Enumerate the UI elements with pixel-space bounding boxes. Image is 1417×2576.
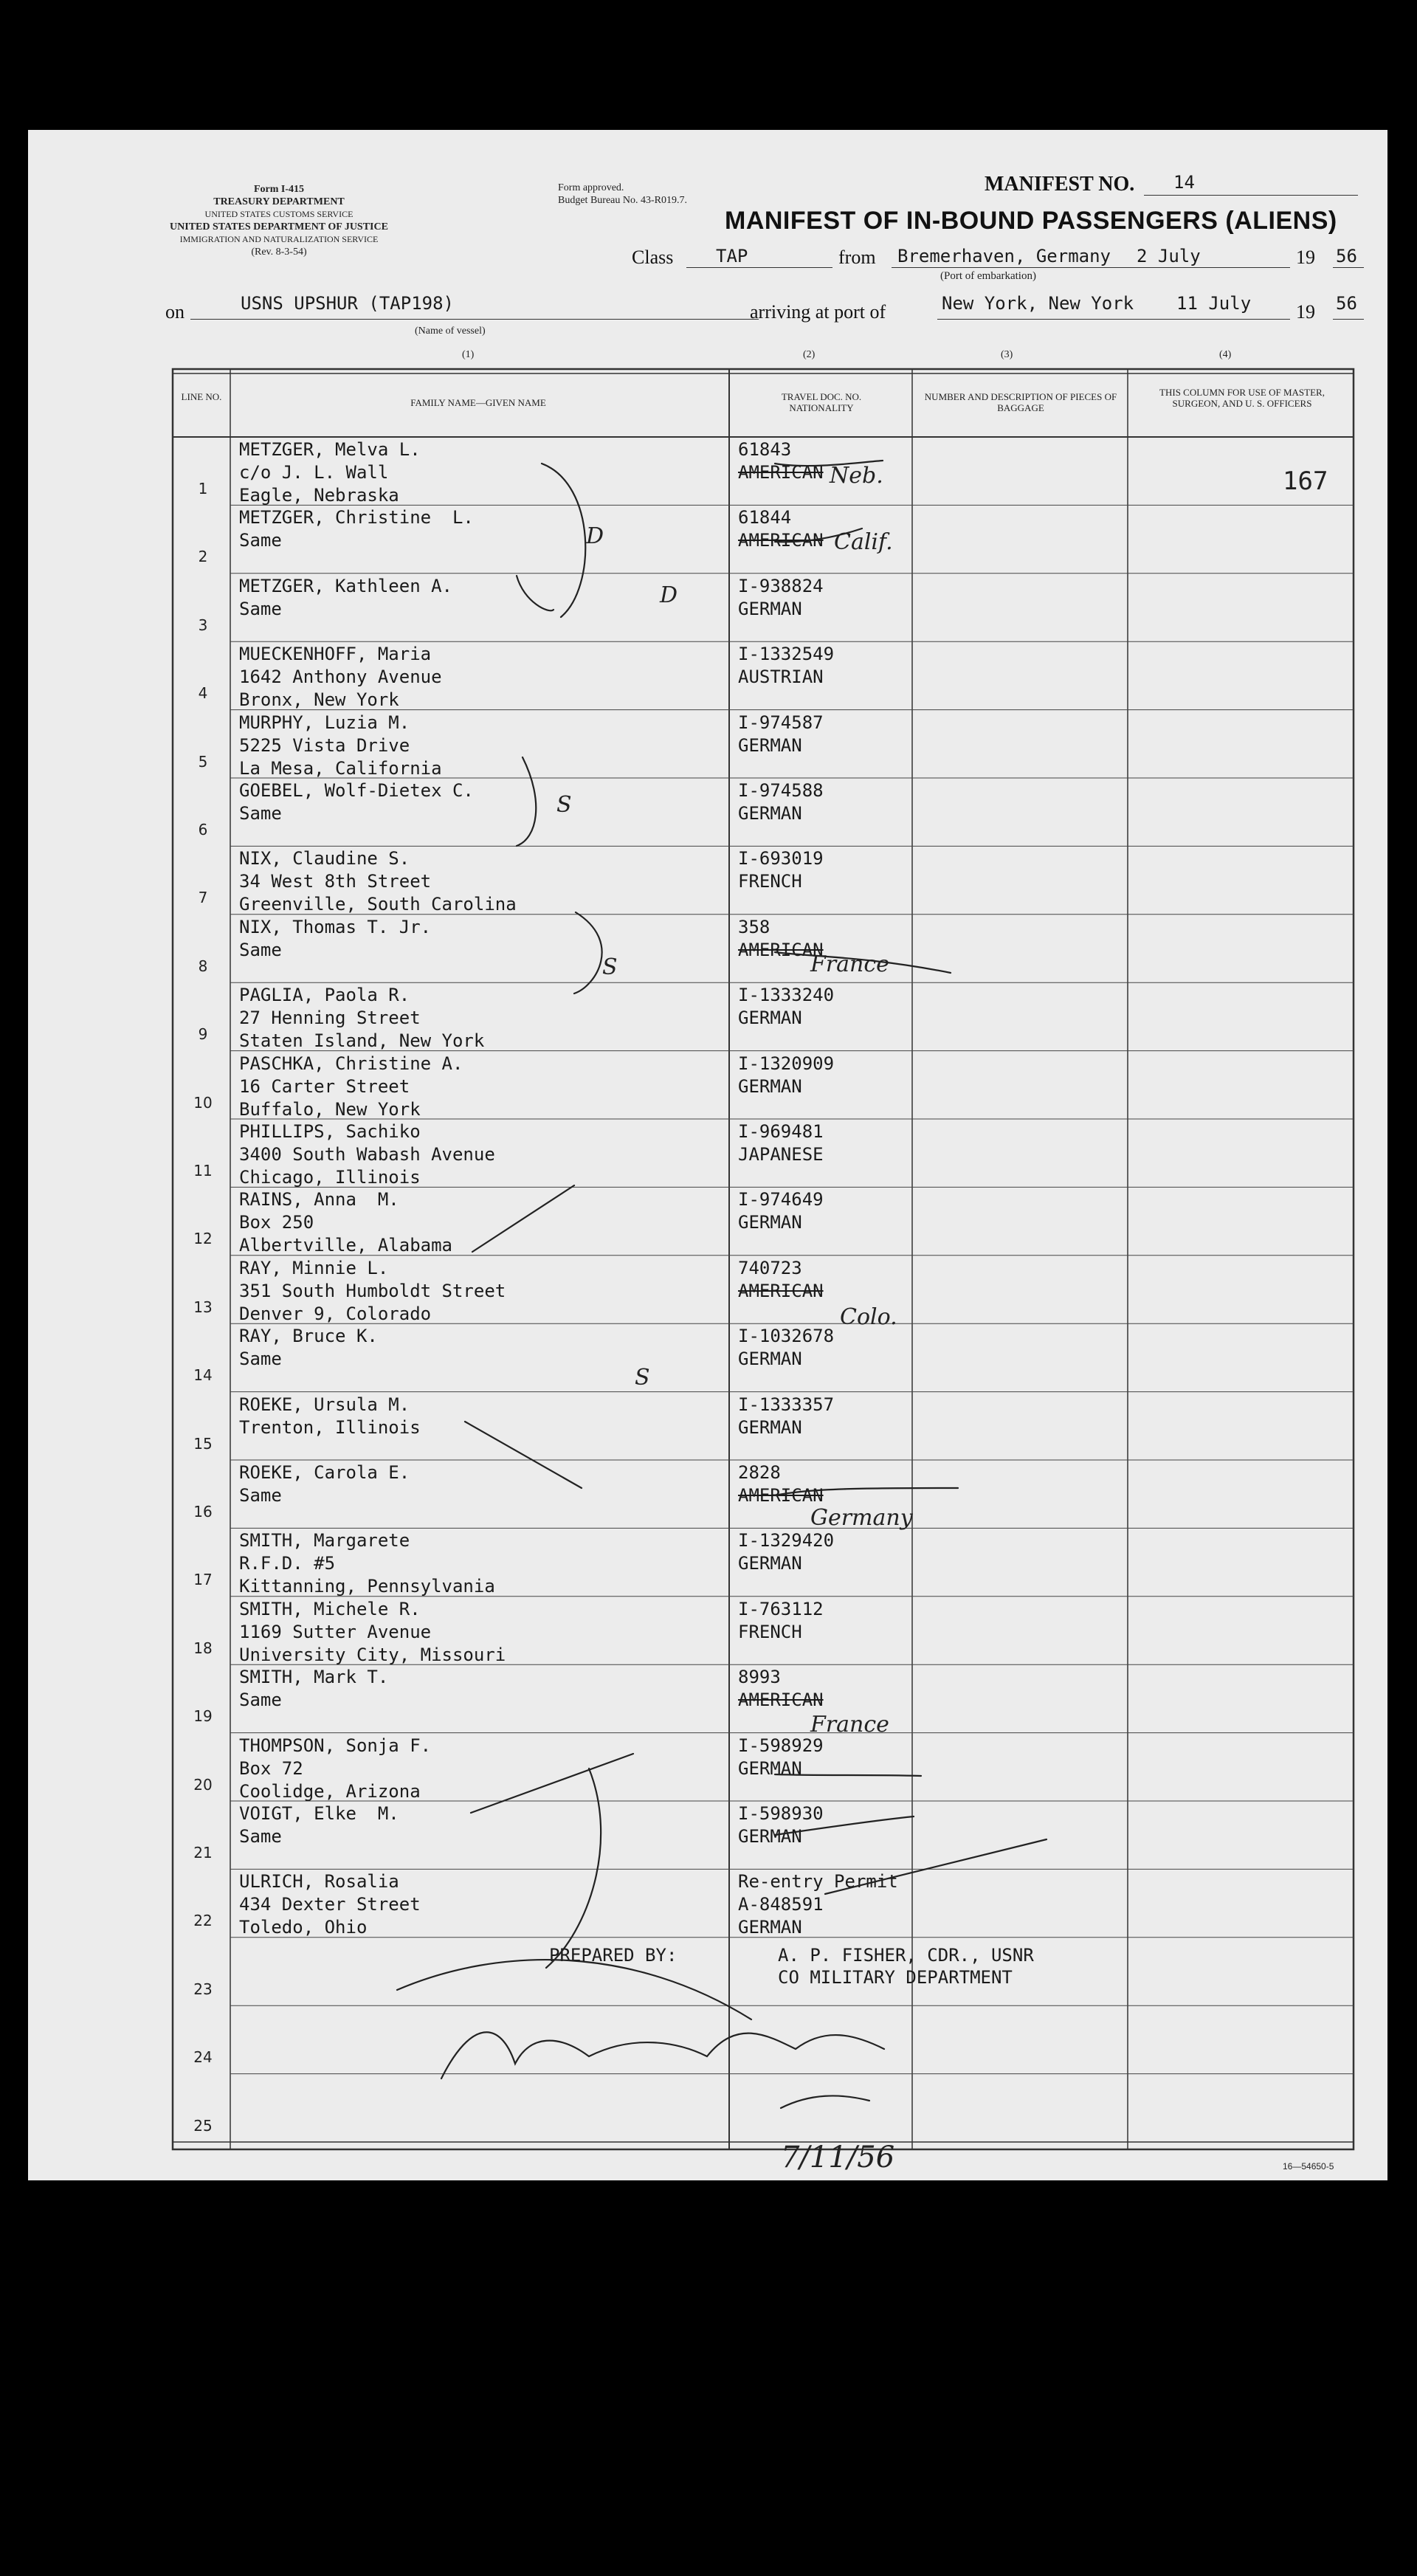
passenger-address: Same xyxy=(239,1690,282,1711)
approval-line2: Budget Bureau No. 43-R019.7. xyxy=(558,195,687,206)
treasury-dept: TREASURY DEPARTMENT xyxy=(213,196,345,207)
passenger-name: RAY, Minnie L. xyxy=(239,1257,389,1278)
passenger-name: PASCHKA, Christine A. xyxy=(239,1053,463,1074)
line-number: 10 xyxy=(193,1093,213,1112)
nationality: AMERICAN xyxy=(738,462,824,483)
nationality-extra: GERMAN xyxy=(738,1917,802,1938)
line-number: 20 xyxy=(193,1775,213,1794)
nationality: AUSTRIAN xyxy=(738,667,824,688)
hand-note-neb: Neb. xyxy=(830,463,883,489)
line-number: 15 xyxy=(193,1434,213,1453)
passenger-address: Same xyxy=(239,530,282,551)
passenger-city: Eagle, Nebraska xyxy=(239,485,399,506)
passenger-name: VOIGT, Elke M. xyxy=(239,1803,399,1824)
passenger-address: 27 Henning Street xyxy=(239,1008,421,1029)
col-number-4: (4) xyxy=(1219,349,1232,360)
passenger-name: NIX, Thomas T. Jr. xyxy=(239,916,432,937)
travel-doc-no: 61843 xyxy=(738,439,792,460)
nationality: GERMAN xyxy=(738,1349,802,1370)
passenger-address: R.F.D. #5 xyxy=(239,1553,336,1574)
passenger-address: Box 250 xyxy=(239,1212,314,1233)
nationality: AMERICAN xyxy=(738,1485,824,1506)
travel-doc-no: Re-entry Permit xyxy=(738,1871,898,1893)
passenger-address: Same xyxy=(239,598,282,619)
travel-doc-no: I-974587 xyxy=(738,712,824,733)
passenger-name: GOEBEL, Wolf-Dietex C. xyxy=(239,780,474,801)
on-label: on xyxy=(165,301,185,323)
passenger-address: Same xyxy=(239,939,282,960)
line-number: 21 xyxy=(193,1844,213,1862)
hand-mark-s1: S xyxy=(556,792,572,818)
year-prefix: 19 xyxy=(1296,247,1315,268)
hand-mark-s3: S xyxy=(635,1365,650,1391)
nationality: GERMAN xyxy=(738,1212,802,1233)
travel-doc-no: I-1332549 xyxy=(738,644,835,665)
hand-note-calif: Calif. xyxy=(834,529,893,555)
passenger-city: Staten Island, New York xyxy=(239,1030,485,1052)
hand-mark-s2: S xyxy=(602,954,618,980)
passenger-address: Trenton, Illinois xyxy=(239,1416,421,1438)
passenger-city: Kittanning, Pennsylvania xyxy=(239,1576,495,1597)
passenger-address: Same xyxy=(239,1349,282,1370)
travel-doc-no: 61844 xyxy=(738,507,792,528)
nationality: AMERICAN xyxy=(738,530,824,551)
line-number: 17 xyxy=(193,1571,213,1589)
header-line-no: LINE NO. xyxy=(181,391,222,402)
hand-mark-d2: D xyxy=(660,582,678,608)
passenger-city: La Mesa, California xyxy=(239,757,442,779)
passenger-address: 3400 South Wabash Avenue xyxy=(239,1144,495,1165)
embark-date: 2 July xyxy=(1137,246,1201,266)
passenger-address: 5225 Vista Drive xyxy=(239,734,410,756)
preparer-name: A. P. FISHER, CDR., USNR xyxy=(778,1945,1034,1966)
hand-date: 7/11/56 xyxy=(781,2141,895,2174)
justice-dept: UNITED STATES DEPARTMENT OF JUSTICE xyxy=(170,221,388,233)
travel-doc-no: 740723 xyxy=(738,1257,802,1278)
nationality: GERMAN xyxy=(738,598,802,619)
line-number: 13 xyxy=(193,1298,213,1316)
passenger-city: Denver 9, Colorado xyxy=(239,1303,432,1324)
header-baggage: NUMBER AND DESCRIPTION OF PIECES OF BAGGAGE xyxy=(924,391,1117,413)
travel-doc-no: I-1333357 xyxy=(738,1394,835,1415)
preparer-title: CO MILITARY DEPARTMENT xyxy=(778,1967,1013,1988)
line-number: 19 xyxy=(193,1707,213,1726)
nationality: GERMAN xyxy=(738,1826,802,1847)
line-number: 1 xyxy=(198,480,208,497)
line-number: 22 xyxy=(193,1912,213,1930)
nationality: GERMAN xyxy=(738,803,802,824)
passenger-name: THOMPSON, Sonja F. xyxy=(239,1735,432,1756)
line-number: 9 xyxy=(198,1025,208,1044)
port-caption: (Port of embarkation) xyxy=(940,270,1036,282)
embark-port: Bremerhaven, Germany xyxy=(897,246,1111,266)
header-travel: TRAVEL DOC. NO. NATIONALITY xyxy=(781,391,862,413)
passenger-city: University City, Missouri xyxy=(239,1644,506,1665)
passenger-name: NIX, Claudine S. xyxy=(239,848,410,869)
hand-note-colo: Colo. xyxy=(840,1304,897,1330)
col-number-3: (3) xyxy=(1001,349,1013,360)
travel-doc-no: I-969481 xyxy=(738,1121,824,1142)
travel-doc-no: I-598929 xyxy=(738,1735,824,1756)
passenger-address: Same xyxy=(239,803,282,824)
passenger-city: Albertville, Alabama xyxy=(239,1235,452,1256)
line-number: 18 xyxy=(193,1639,213,1657)
passenger-address: Same xyxy=(239,1826,282,1847)
vessel-name: USNS UPSHUR (TAP198) xyxy=(241,293,454,314)
col-number-2: (2) xyxy=(803,349,816,360)
passenger-name: METZGER, Christine L. xyxy=(239,507,474,528)
nationality: FRENCH xyxy=(738,871,802,892)
travel-doc-no: I-763112 xyxy=(738,1598,824,1619)
prepared-label: PREPARED BY: xyxy=(549,1945,678,1966)
passenger-address: Box 72 xyxy=(239,1757,303,1779)
header-name: FAMILY NAME—GIVEN NAME xyxy=(410,397,546,408)
passenger-name: PAGLIA, Paola R. xyxy=(239,985,410,1006)
passenger-city: Toledo, Ohio xyxy=(239,1917,368,1938)
passenger-city: Bronx, New York xyxy=(239,689,399,711)
hand-note-france-2: France xyxy=(810,1712,889,1738)
passenger-name: RAINS, Anna M. xyxy=(239,1189,399,1210)
form-number: Form I-415 xyxy=(253,184,305,195)
vessel-caption: (Name of vessel) xyxy=(415,326,486,337)
class-label: Class xyxy=(632,247,674,268)
nationality: GERMAN xyxy=(738,1075,802,1097)
line-number: 14 xyxy=(193,1366,213,1385)
line-number: 5 xyxy=(198,752,208,771)
travel-doc-no: I-1032678 xyxy=(738,1326,835,1347)
revision: (Rev. 8-3-54) xyxy=(251,247,307,258)
col-number-1: (1) xyxy=(462,349,475,360)
passenger-name: METZGER, Melva L. xyxy=(239,439,421,460)
manifest-page xyxy=(28,130,1387,2180)
nationality: AMERICAN xyxy=(738,939,824,960)
passenger-address: 34 West 8th Street xyxy=(239,871,432,892)
hand-note-france-1: France xyxy=(810,951,889,977)
manifest-number: 14 xyxy=(1173,172,1195,193)
arrival-port: New York, New York xyxy=(942,293,1134,314)
passenger-address: Same xyxy=(239,1485,282,1506)
arrival-date: 11 July xyxy=(1176,293,1252,314)
travel-doc-no: 358 xyxy=(738,916,770,937)
line-number: 7 xyxy=(198,889,208,907)
table-grid xyxy=(28,130,1387,2180)
passenger-address: 351 South Humboldt Street xyxy=(239,1280,506,1301)
header-officers: THIS COLUMN FOR USE OF MASTER, SURGEON, AND U. S. OFFICERS xyxy=(1159,387,1325,409)
nationality: AMERICAN xyxy=(738,1690,824,1711)
page-title: MANIFEST OF IN-BOUND PASSENGERS (ALIENS) xyxy=(725,207,1337,235)
nationality: GERMAN xyxy=(738,734,802,756)
arriving-label: arriving at port of xyxy=(750,301,886,323)
nationality: JAPANESE xyxy=(738,1144,824,1165)
passenger-city: Greenville, South Carolina xyxy=(239,894,517,915)
line-number: 25 xyxy=(193,2116,213,2135)
nationality: GERMAN xyxy=(738,1757,802,1779)
travel-doc-no: I-693019 xyxy=(738,848,824,869)
year-prefix: 19 xyxy=(1296,301,1315,323)
line-number: 24 xyxy=(193,2048,213,2067)
line-number: 6 xyxy=(198,821,208,838)
nationality: FRENCH xyxy=(738,1621,802,1642)
line-number: 8 xyxy=(198,957,208,975)
class-value: TAP xyxy=(716,246,748,266)
travel-doc-no: I-974649 xyxy=(738,1189,824,1210)
passenger-name: MURPHY, Luzia M. xyxy=(239,712,410,733)
line-number: 11 xyxy=(193,1162,213,1179)
travel-doc-no: I-1333240 xyxy=(738,985,835,1006)
passenger-name: PHILLIPS, Sachiko xyxy=(239,1121,421,1142)
line-number: 2 xyxy=(198,548,208,566)
nationality: A-848591 xyxy=(738,1894,824,1915)
travel-doc-no: I-974588 xyxy=(738,780,824,801)
passenger-city: Chicago, Illinois xyxy=(239,1167,421,1188)
form-code: 16—54650-5 xyxy=(1283,2161,1334,2172)
passenger-name: ULRICH, Rosalia xyxy=(239,1871,399,1893)
travel-doc-no: 2828 xyxy=(738,1462,781,1483)
passenger-name: SMITH, Margarete xyxy=(239,1530,410,1552)
arrival-year: 56 xyxy=(1336,293,1357,314)
manifest-no-label: MANIFEST NO. xyxy=(985,173,1135,196)
passenger-name: METZGER, Kathleen A. xyxy=(239,575,452,596)
nationality: GERMAN xyxy=(738,1553,802,1574)
travel-doc-no: 8993 xyxy=(738,1667,781,1688)
travel-doc-no: I-938824 xyxy=(738,575,824,596)
travel-doc-no: I-1320909 xyxy=(738,1053,835,1074)
line-number: 3 xyxy=(198,616,208,634)
passenger-name: SMITH, Michele R. xyxy=(239,1598,421,1619)
line-number: 23 xyxy=(193,1980,213,1998)
passenger-address: 1169 Sutter Avenue xyxy=(239,1621,432,1642)
customs-service: UNITED STATES CUSTOMS SERVICE xyxy=(204,209,354,219)
passenger-name: SMITH, Mark T. xyxy=(239,1667,389,1688)
passenger-address: 1642 Anthony Avenue xyxy=(239,667,442,688)
officer-note: 167 xyxy=(1283,466,1328,496)
passenger-name: ROEKE, Carola E. xyxy=(239,1462,410,1483)
from-label: from xyxy=(838,247,876,268)
passenger-city: Coolidge, Arizona xyxy=(239,1780,421,1802)
line-number: 16 xyxy=(193,1503,213,1521)
passenger-address: 434 Dexter Street xyxy=(239,1894,421,1915)
passenger-name: ROEKE, Ursula M. xyxy=(239,1394,410,1415)
passenger-address: 16 Carter Street xyxy=(239,1075,410,1097)
nationality: AMERICAN xyxy=(738,1280,824,1301)
approval-line1: Form approved. xyxy=(558,182,624,193)
line-number: 4 xyxy=(198,684,208,703)
hand-note-germany: Germany xyxy=(810,1505,913,1531)
nationality: GERMAN xyxy=(738,1008,802,1029)
passenger-city: Buffalo, New York xyxy=(239,1098,421,1120)
nationality: GERMAN xyxy=(738,1416,802,1438)
hand-mark-d1: D xyxy=(586,523,604,549)
travel-doc-no: I-1329420 xyxy=(738,1530,835,1552)
passenger-name: MUECKENHOFF, Maria xyxy=(239,644,432,665)
embark-year: 56 xyxy=(1336,246,1357,266)
ins: IMMIGRATION AND NATURALIZATION SERVICE xyxy=(179,234,379,244)
passenger-name: RAY, Bruce K. xyxy=(239,1326,378,1347)
passenger-address: c/o J. L. Wall xyxy=(239,462,389,483)
travel-doc-no: I-598930 xyxy=(738,1803,824,1824)
line-number: 12 xyxy=(193,1230,213,1248)
